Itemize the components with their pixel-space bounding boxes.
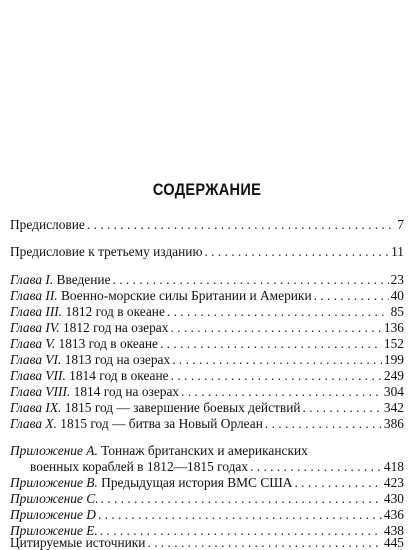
dot-leader — [113, 272, 389, 287]
toc-entry[interactable] — [10, 400, 404, 415]
toc-entry[interactable] — [10, 491, 404, 506]
dot-leader — [147, 535, 381, 550]
toc-entry[interactable] — [10, 272, 404, 287]
toc-entry-label: Предисловие к третьему изданию — [10, 244, 203, 259]
dot-leader — [170, 320, 381, 335]
dot-leader — [160, 336, 382, 351]
toc-heading: СОДЕРЖАНИЕ — [152, 180, 262, 199]
toc-entry[interactable] — [10, 320, 404, 335]
toc-entry-label: Глава VI. 1813 год на озерах — [10, 352, 171, 367]
toc-entry-label: Приложение E. — [10, 523, 98, 538]
dot-leader — [314, 288, 389, 303]
toc-entry[interactable] — [10, 217, 404, 232]
toc-page-number: 249 — [383, 368, 404, 383]
toc-page-number: 11 — [391, 244, 404, 259]
toc-entry-label: Приложение C. — [10, 491, 99, 506]
dot-leader — [250, 459, 382, 474]
toc-page-number: 136 — [383, 320, 404, 335]
toc-page-number: 199 — [383, 352, 404, 367]
dot-leader — [294, 475, 381, 490]
toc-page-number: 40 — [390, 288, 404, 303]
toc-page-number: 386 — [383, 416, 404, 431]
dot-leader — [181, 384, 382, 399]
toc-page-number: 423 — [383, 475, 404, 490]
toc-entry[interactable] — [10, 416, 404, 431]
toc-entry-label: Глава II. Военно-морские силы Британии и Америки — [10, 288, 312, 303]
toc-entry-label: Приложение B. Предыдущая история ВМС США — [10, 475, 293, 490]
toc-entry-label-continuation: военных кораблей в 1812—1815 годах — [30, 459, 249, 474]
toc-entry-label: Глава III. 1812 год в океане — [10, 304, 165, 319]
toc-entry[interactable] — [10, 475, 404, 490]
toc-entry-label: Глава IV. 1812 год на озерах — [10, 320, 169, 335]
toc-entry[interactable] — [10, 368, 404, 383]
toc-entry-label: Предисловие — [10, 217, 85, 232]
dot-leader — [172, 352, 382, 367]
toc-entry[interactable] — [10, 535, 404, 550]
toc-page-number: 85 — [390, 304, 404, 319]
toc-entry-label: Цитируемые источники — [10, 535, 146, 550]
toc-page-number: 342 — [383, 400, 404, 415]
toc-entry[interactable] — [10, 443, 404, 458]
toc-entry-label: Глава IX. 1815 год — завершение боевых действий — [10, 400, 301, 415]
toc-entry[interactable] — [10, 288, 404, 303]
toc-entry[interactable] — [10, 384, 404, 399]
toc-page-number: 430 — [383, 491, 404, 506]
toc-page-number: 152 — [383, 336, 404, 351]
toc-page-number: 436 — [383, 507, 404, 522]
dot-leader — [265, 416, 382, 431]
toc-entry-label: Глава VII. 1814 год в океане — [10, 368, 169, 383]
toc-page-number: 438 — [383, 523, 404, 538]
toc-entry-continuation[interactable] — [10, 459, 404, 474]
dot-leader — [204, 244, 389, 259]
dot-leader — [87, 217, 395, 232]
toc-entry[interactable] — [10, 244, 404, 259]
toc-entry-label: Глава X. 1815 год — битва за Новый Орлеан — [10, 416, 263, 431]
toc-entry[interactable] — [10, 352, 404, 367]
dot-leader — [303, 400, 382, 415]
dot-leader — [101, 491, 382, 506]
toc-entry-label: Приложение A. Тоннаж британских и американских — [10, 443, 308, 458]
toc-entry[interactable] — [10, 507, 404, 522]
dot-leader — [167, 304, 389, 319]
toc-page-number: 418 — [383, 459, 404, 474]
toc-entry-label: Приложение D — [10, 507, 96, 522]
toc-page-number: 304 — [383, 384, 404, 399]
toc-page-number: 445 — [383, 535, 404, 550]
toc-entry-label: Глава I. Введение — [10, 272, 111, 287]
toc-entry-label: Глава V. 1813 год в океане — [10, 336, 158, 351]
toc-entry-label: Глава VIII. 1814 год на озерах — [10, 384, 180, 399]
toc-entry[interactable] — [10, 304, 404, 319]
dot-leader — [171, 368, 382, 383]
dot-leader — [98, 507, 382, 522]
toc-page-number: 7 — [397, 217, 404, 232]
toc-page-number: 23 — [390, 272, 404, 287]
toc-entry[interactable] — [10, 336, 404, 351]
